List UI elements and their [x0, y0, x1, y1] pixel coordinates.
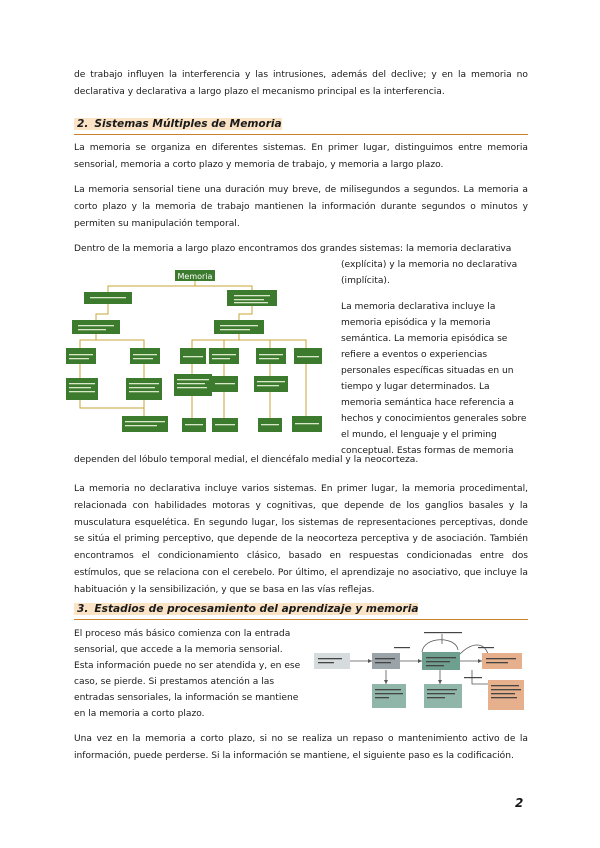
s3p1-line-1: El proceso más básico comienza con la entrada [74, 629, 291, 639]
page-number: 2 [515, 796, 524, 810]
p4-line-5: personales específicas situadas en un [341, 366, 514, 376]
s3p1-line-5: entradas sensoriales, la información se mantiene [74, 693, 299, 703]
section-2-title: Sistemas Múltiples de Memoria [94, 118, 282, 130]
p4-line-4: refiere a eventos o experiencias [341, 350, 488, 360]
s3p1-line-3: Esta información puede no ser atendida y, en ese [74, 661, 301, 671]
p4-line-8: hechos y conocimientos generales sobre [341, 414, 527, 424]
section-2-heading [74, 115, 528, 135]
p4-line-2: memoria episódica y la memoria [341, 318, 491, 328]
section-3-title: Estadios de procesamiento del aprendizaje y memoria [94, 603, 419, 615]
section-2-paragraph-1: La memoria se organiza en diferentes sistemas. En primer lugar, distinguimos entre memoria sensorial, memoria a corto plazo y memoria de trabajo, y memoria a largo plazo. [74, 143, 528, 170]
p4-line-3: semántica. La memoria episódica se [341, 334, 508, 344]
paragraph-intro-continued: de trabajo influyen la interferencia y las intrusiones, además del declive; y en la memoria no declarativa y declarativa a largo plazo el mecanismo principal es la interferencia. [74, 70, 528, 97]
section-2-p3-right-2: (implícita). [341, 276, 390, 286]
memory-systems-tree-diagram [64, 268, 326, 438]
memory-processing-flow-diagram [312, 630, 528, 712]
section-2-paragraph-4-end: dependen del lóbulo temporal medial, el diencéfalo medial y la neocorteza. [74, 455, 419, 465]
p4-line-6: tiempo y lugar determinados. La [341, 382, 490, 392]
section-2-paragraph-3-lead: Dentro de la memoria a largo plazo encontramos dos grandes sistemas: la memoria declarativa [74, 244, 512, 254]
tree-root-label: Memoria [177, 272, 213, 281]
section-2-paragraph-2: La memoria sensorial tiene una duración muy breve, de milisegundos a segundos. La memoria a corto plazo y la memoria de trabajo mantienen la información durante segundos o minutos y permiten su manipulación temporal. [74, 185, 528, 229]
p4-line-1: La memoria declarativa incluye la [341, 302, 496, 312]
p4-line-9: el mundo, el lenguaje y el priming [341, 430, 497, 440]
section-3-paragraph-2: Una vez en la memoria a corto plazo, si no se realiza un repaso o mantenimiento activo de la información, puede perderse. Si la información se mantiene, el siguiente paso es la codificación. [74, 734, 528, 761]
s3p1-line-4: caso, se pierde. Si prestamos atención a las [74, 677, 275, 687]
p4-line-10: conceptual. Estas formas de memoria [341, 446, 514, 456]
section-2-number: 2. [77, 118, 89, 130]
s3p1-line-6: en la memoria a corto plazo. [74, 709, 205, 719]
section-3-heading [74, 600, 528, 620]
s3p1-line-2: sensorial, que accede a la memoria sensorial. [74, 645, 283, 655]
p4-line-7: memoria semántica hace referencia a [341, 398, 514, 408]
section-3-number: 3. [77, 603, 89, 615]
section-2-paragraph-5: La memoria no declarativa incluye varios sistemas. En primer lugar, la memoria procedimental, relacionada con habilidades motoras y cognitivas, que depende de los ganglios basales y la musculatura esquelética. En segundo lugar, los sistemas de representaciones perceptivas, donde se sitúa el priming perceptivo, que depende de la neocorteza perceptiva y de asociación. También encontramos el condicionamiento clásico, basado en respuestas condicionadas entre dos estímulos, que se relaciona con el cerebelo. Por último, el aprendizaje no asociativo, que incluye la habituación y la sensibilización, y que se basa en las vías reflejas. [74, 484, 528, 595]
section-2-p3-right-1: (explícita) y la memoria no declarativa [341, 260, 518, 270]
